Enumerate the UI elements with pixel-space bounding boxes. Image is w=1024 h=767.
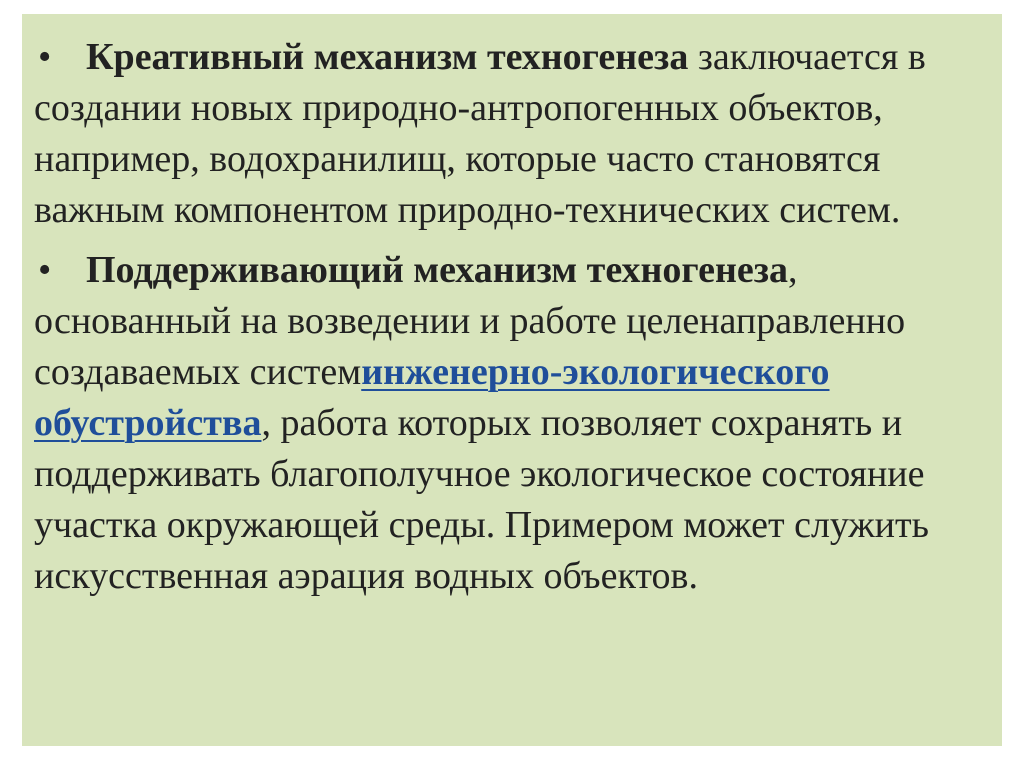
- supporting-mechanism-text-before-link: , основанный на возведении и работе целенаправленно создаваемых систем: [34, 249, 906, 393]
- slide-panel: [22, 14, 1002, 746]
- engineering-ecological-link[interactable]: инженерно-экологического обустройства: [34, 351, 830, 444]
- bullet-creative-mechanism: [34, 32, 994, 236]
- bullet-marker: •: [38, 36, 52, 78]
- supporting-mechanism-text-after-link: , работа которых позволяет сохранять и поддерживать благополучное экологическое состояние участка окружающей среды. Примером может служить искусственная аэрация водных объектов.: [34, 402, 929, 597]
- term-supporting-mechanism: Поддерживающий механизм техногенеза: [86, 249, 788, 291]
- bullet-marker: •: [38, 249, 52, 291]
- creative-mechanism-description: заключается в создании новых природно-антропогенных объектов, например, водохранилищ, которые часто становятся важным компонентом природно-технических систем.: [34, 36, 926, 231]
- term-creative-mechanism: Креативный механизм техногенеза: [86, 36, 689, 78]
- bullet-supporting-mechanism: [34, 245, 994, 602]
- slide-content: [34, 32, 994, 611]
